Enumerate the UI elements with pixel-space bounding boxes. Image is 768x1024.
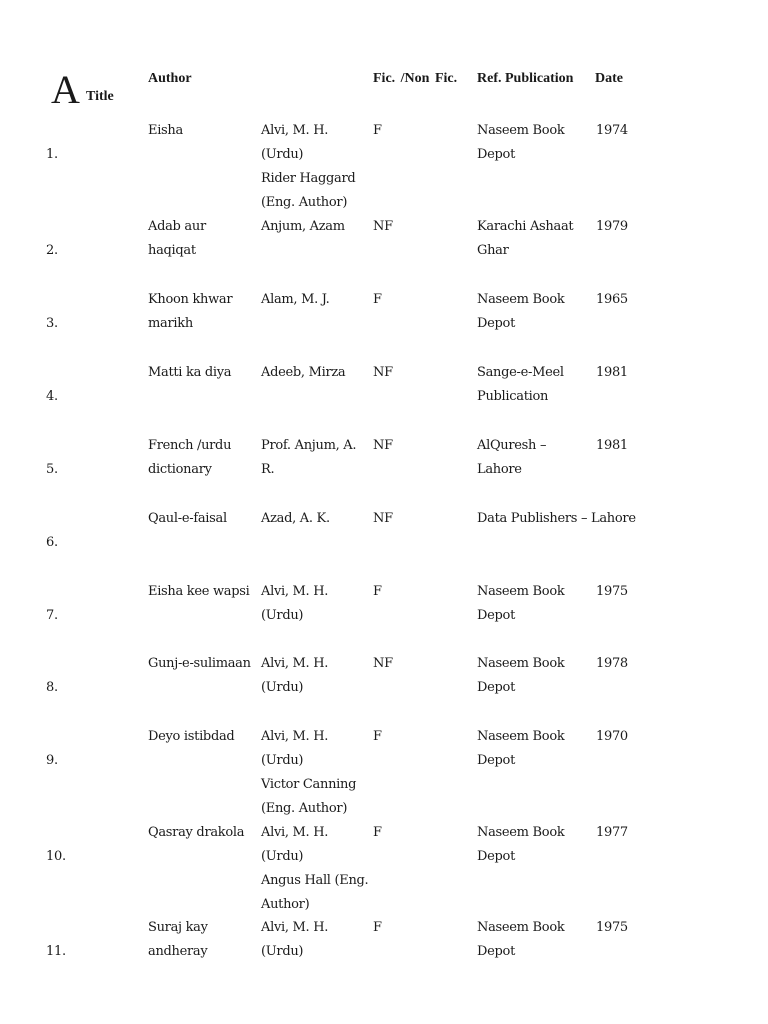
book-publication: Data Publishers – Lahore: [477, 511, 636, 526]
book-author: Anjum, Azam: [261, 219, 345, 234]
book-publication: Naseem Book Depot: [477, 920, 565, 959]
book-author: Alvi, M. H. (Urdu): [261, 584, 329, 623]
book-date: 1974: [596, 123, 628, 138]
book-publication: Naseem Book Depot: [477, 584, 565, 623]
book-author: Azad, A. K.: [261, 511, 330, 526]
book-publication: Naseem Book Depot: [477, 292, 565, 331]
row-number: 2.: [46, 243, 58, 258]
row-number: 4.: [46, 389, 58, 404]
book-author: Adeeb, Mirza: [261, 365, 346, 380]
book-date: 1965: [596, 292, 628, 307]
book-fiction-type: F: [373, 123, 382, 138]
book-author: Alam, M. J.: [261, 292, 330, 307]
book-author: Alvi, M. H. (Urdu) Angus Hall (Eng. Author): [261, 825, 369, 912]
book-publication: Naseem Book Depot: [477, 123, 565, 162]
book-title: Matti ka diya: [148, 365, 232, 380]
row-number: 1.: [46, 147, 58, 162]
book-date: 1978: [596, 656, 628, 671]
book-date: 1977: [596, 825, 628, 840]
book-title: Suraj kay andheray: [148, 920, 208, 959]
book-date: 1975: [596, 584, 628, 599]
row-number: 9.: [46, 753, 58, 768]
book-author: Alvi, M. H. (Urdu) Victor Canning (Eng. Author): [261, 729, 357, 816]
book-date: 1970: [596, 729, 628, 744]
book-title: French /urdu dictionary: [148, 438, 232, 477]
row-number: 6.: [46, 535, 58, 550]
book-title: Adab aur haqiqat: [148, 219, 206, 258]
book-author: Prof. Anjum, A. R.: [261, 438, 357, 477]
book-date: 1981: [596, 438, 628, 453]
header-title: Title: [86, 89, 114, 104]
book-fiction-type: NF: [373, 656, 393, 671]
book-fiction-type: NF: [373, 365, 393, 380]
book-title: Khoon khwar marikh: [148, 292, 233, 331]
header-fiction: Fic. /Non Fic.: [373, 71, 458, 86]
book-author: Alvi, M. H. (Urdu): [261, 920, 329, 959]
row-number: 5.: [46, 462, 58, 477]
book-author: Alvi, M. H. (Urdu): [261, 656, 329, 695]
book-title: Qaul-e-faisal: [148, 511, 227, 526]
book-fiction-type: F: [373, 825, 382, 840]
header-author: Author: [148, 71, 192, 86]
book-publication: Naseem Book Depot: [477, 656, 565, 695]
book-title: Gunj-e-sulimaan: [148, 656, 251, 671]
book-fiction-type: F: [373, 920, 382, 935]
row-number: 11.: [46, 944, 66, 959]
book-fiction-type: NF: [373, 511, 393, 526]
book-publication: Naseem Book Depot: [477, 825, 565, 864]
row-number: 7.: [46, 608, 58, 623]
book-publication: Karachi Ashaat Ghar: [477, 219, 574, 258]
header-date: Date: [595, 71, 623, 86]
book-fiction-type: NF: [373, 438, 393, 453]
book-author: Alvi, M. H. (Urdu) Rider Haggard (Eng. Author): [261, 123, 356, 210]
book-date: 1981: [596, 365, 628, 380]
header-ref-publication: Ref. Publication: [477, 71, 574, 86]
book-date: 1979: [596, 219, 628, 234]
row-number: 3.: [46, 316, 58, 331]
book-title: Qasray drakola: [148, 825, 245, 840]
book-fiction-type: F: [373, 729, 382, 744]
book-title: Deyo istibdad: [148, 729, 235, 744]
section-letter: A: [51, 67, 80, 112]
book-title: Eisha kee wapsi: [148, 584, 250, 599]
book-publication: Naseem Book Depot: [477, 729, 565, 768]
row-number: 10.: [46, 849, 66, 864]
book-publication: Sange-e-Meel Publication: [477, 365, 564, 404]
book-publication: AlQuresh – Lahore: [477, 438, 547, 477]
book-fiction-type: F: [373, 584, 382, 599]
row-number: 8.: [46, 680, 58, 695]
book-title: Eisha: [148, 123, 183, 138]
book-fiction-type: F: [373, 292, 382, 307]
book-date: 1975: [596, 920, 628, 935]
book-fiction-type: NF: [373, 219, 393, 234]
